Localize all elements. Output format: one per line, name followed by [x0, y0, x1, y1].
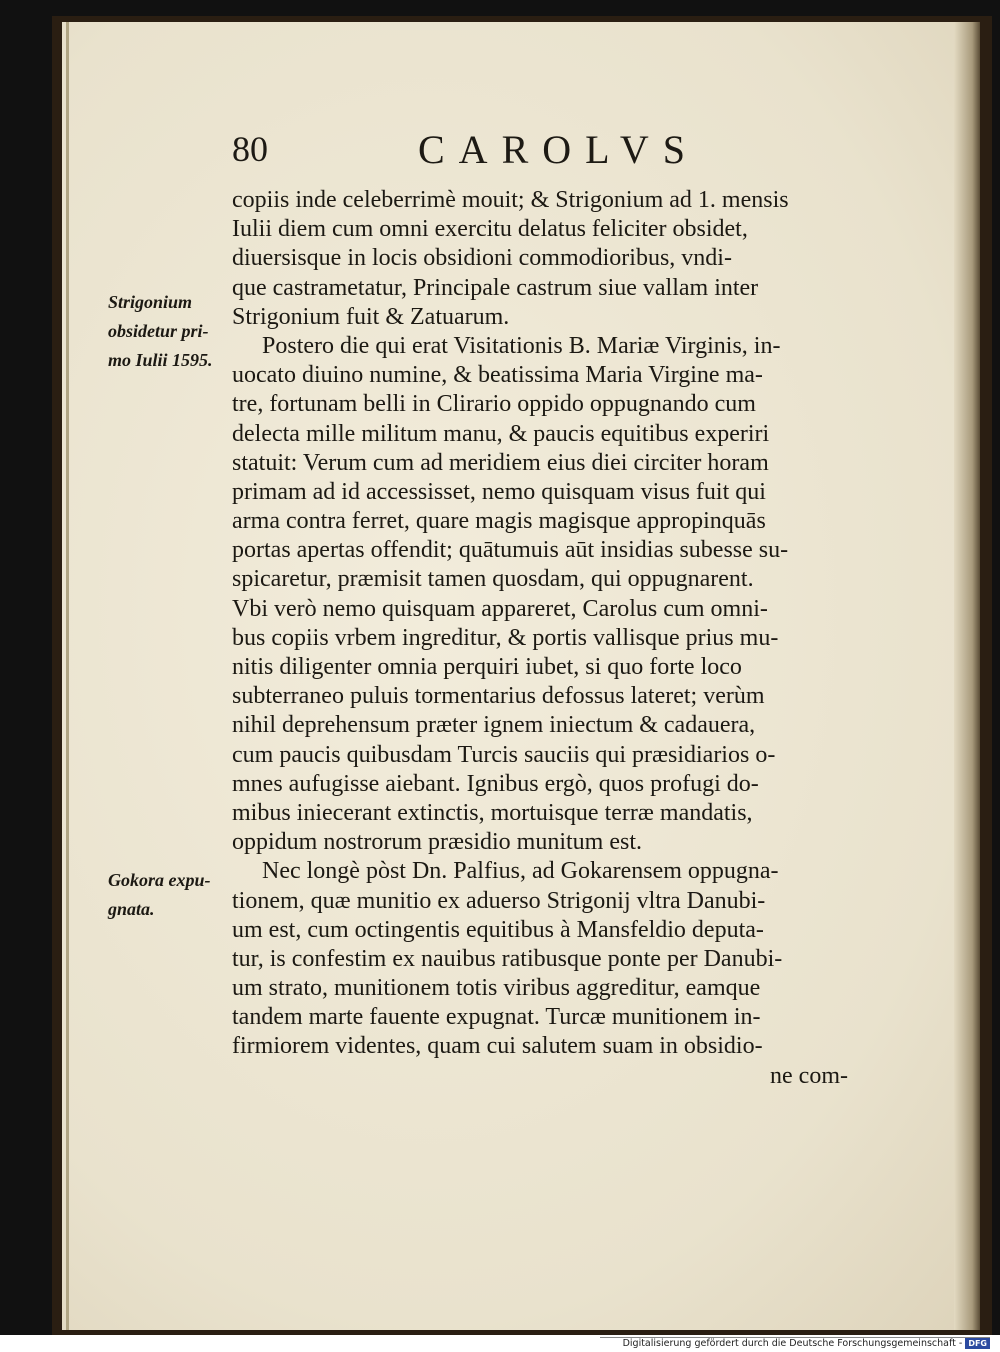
marginal-note-strigonium: [108, 288, 234, 375]
text-line: oppidum nostrorum præsidio munitum est.: [232, 829, 643, 856]
page-left-rule: [66, 22, 69, 1330]
text-line: tre, fortunam belli in Clirario oppido oppugnando cum: [232, 391, 756, 418]
text-line: bus copiis vrbem ingreditur, & portis vallisque prius mu-: [232, 624, 779, 651]
text-line: firmiorem videntes, quam cui salutem suam in obsidio-: [232, 1033, 763, 1060]
text-line: nitis diligenter omnia perquiri iubet, si quo forte loco: [232, 654, 742, 680]
text-line: primam ad id accessisset, nemo quisquam visus fuit qui: [232, 478, 766, 505]
marginal-note-line: Strigonium: [108, 292, 193, 312]
text-line: mibus iniecerant extinctis, mortuisque terræ mandatis,: [232, 799, 753, 826]
text-line: tandem marte fauente expugnat. Turcæ munitionem in-: [232, 1004, 761, 1031]
text-line: subterraneo puluis tormentarius defossus lateret; verùm: [232, 683, 765, 710]
text-line: um strato, munitionem totis viribus aggreditur, eamque: [232, 975, 761, 1002]
text-line: que castrametatur, Principale castrum siue vallam inter: [232, 274, 759, 301]
body-text: [232, 186, 848, 1091]
text-line: copiis inde celeberrimè mouit; & Strigonium ad 1. mensis: [232, 187, 789, 213]
running-title: CAROLVS: [418, 127, 700, 172]
text-line: tur, is confestim ex nauibus ratibusque ponte per Danubi-: [232, 945, 783, 972]
text-line: Vbi verò nemo quisquam appareret, Carolus cum omni-: [232, 595, 768, 622]
text-line: arma contra ferret, quare magis magisque appropinquās: [232, 508, 766, 535]
footer-text: Digitalisierung gefördert durch die Deutsche Forschungsgemeinschaft -: [622, 1338, 963, 1349]
page-gutter-shadow: [954, 22, 980, 1330]
marginal-note-line: Gokora expu-: [108, 870, 211, 890]
text-line: portas apertas offendit; quātumuis aūt insidias subesse su-: [232, 537, 789, 564]
text-line: um est, cum octingentis equitibus à Mansfeldio deputa-: [232, 916, 764, 943]
marginal-note-line: gnata.: [108, 899, 155, 919]
text-line-paragraph-start: Postero die qui erat Visitationis B. Mariæ Virginis, in-: [262, 332, 781, 359]
text-line-paragraph-start: Nec longè pòst Dn. Palfius, ad Gokarensem oppugna-: [262, 858, 779, 885]
text-line: delecta mille militum manu, & paucis equitibus experiri: [232, 420, 770, 447]
digitization-footer: [623, 1338, 990, 1349]
text-line: Strigonium fuit & Zatuarum.: [232, 303, 510, 330]
marginal-note-gokora: [108, 866, 234, 924]
marginal-note-line: obsidetur pri-: [108, 321, 209, 341]
text-line: Iulii diem cum omni exercitu delatus feliciter obsidet,: [232, 216, 748, 243]
page-header: [232, 122, 752, 182]
text-line: spicaretur, præmisit tamen quosdam, qui oppugnarent.: [232, 566, 754, 593]
text-line: cum paucis quibusdam Turcis sauciis qui præsidiarios o-: [232, 741, 776, 768]
text-line: diuersisque in locis obsidioni commodioribus, vndi-: [232, 245, 732, 272]
text-line: nihil deprehensum præter ignem iniectum & cadauera,: [232, 712, 756, 739]
text-line: uocato diuino numine, & beatissima Maria Virgine ma-: [232, 362, 763, 389]
text-line: tionem, quæ munitio ex aduerso Strigonij vltra Danubi-: [232, 887, 766, 914]
text-line: mnes aufugisse aiebant. Ignibus ergò, quos profugi do-: [232, 770, 759, 797]
page-number: 80: [232, 129, 268, 169]
catchword: ne com-: [770, 1062, 848, 1089]
dfg-logo: DFG: [965, 1338, 990, 1349]
marginal-note-line: mo Iulii 1595.: [108, 350, 213, 370]
text-line: statuit: Verum cum ad meridiem eius diei circiter horam: [232, 449, 769, 476]
